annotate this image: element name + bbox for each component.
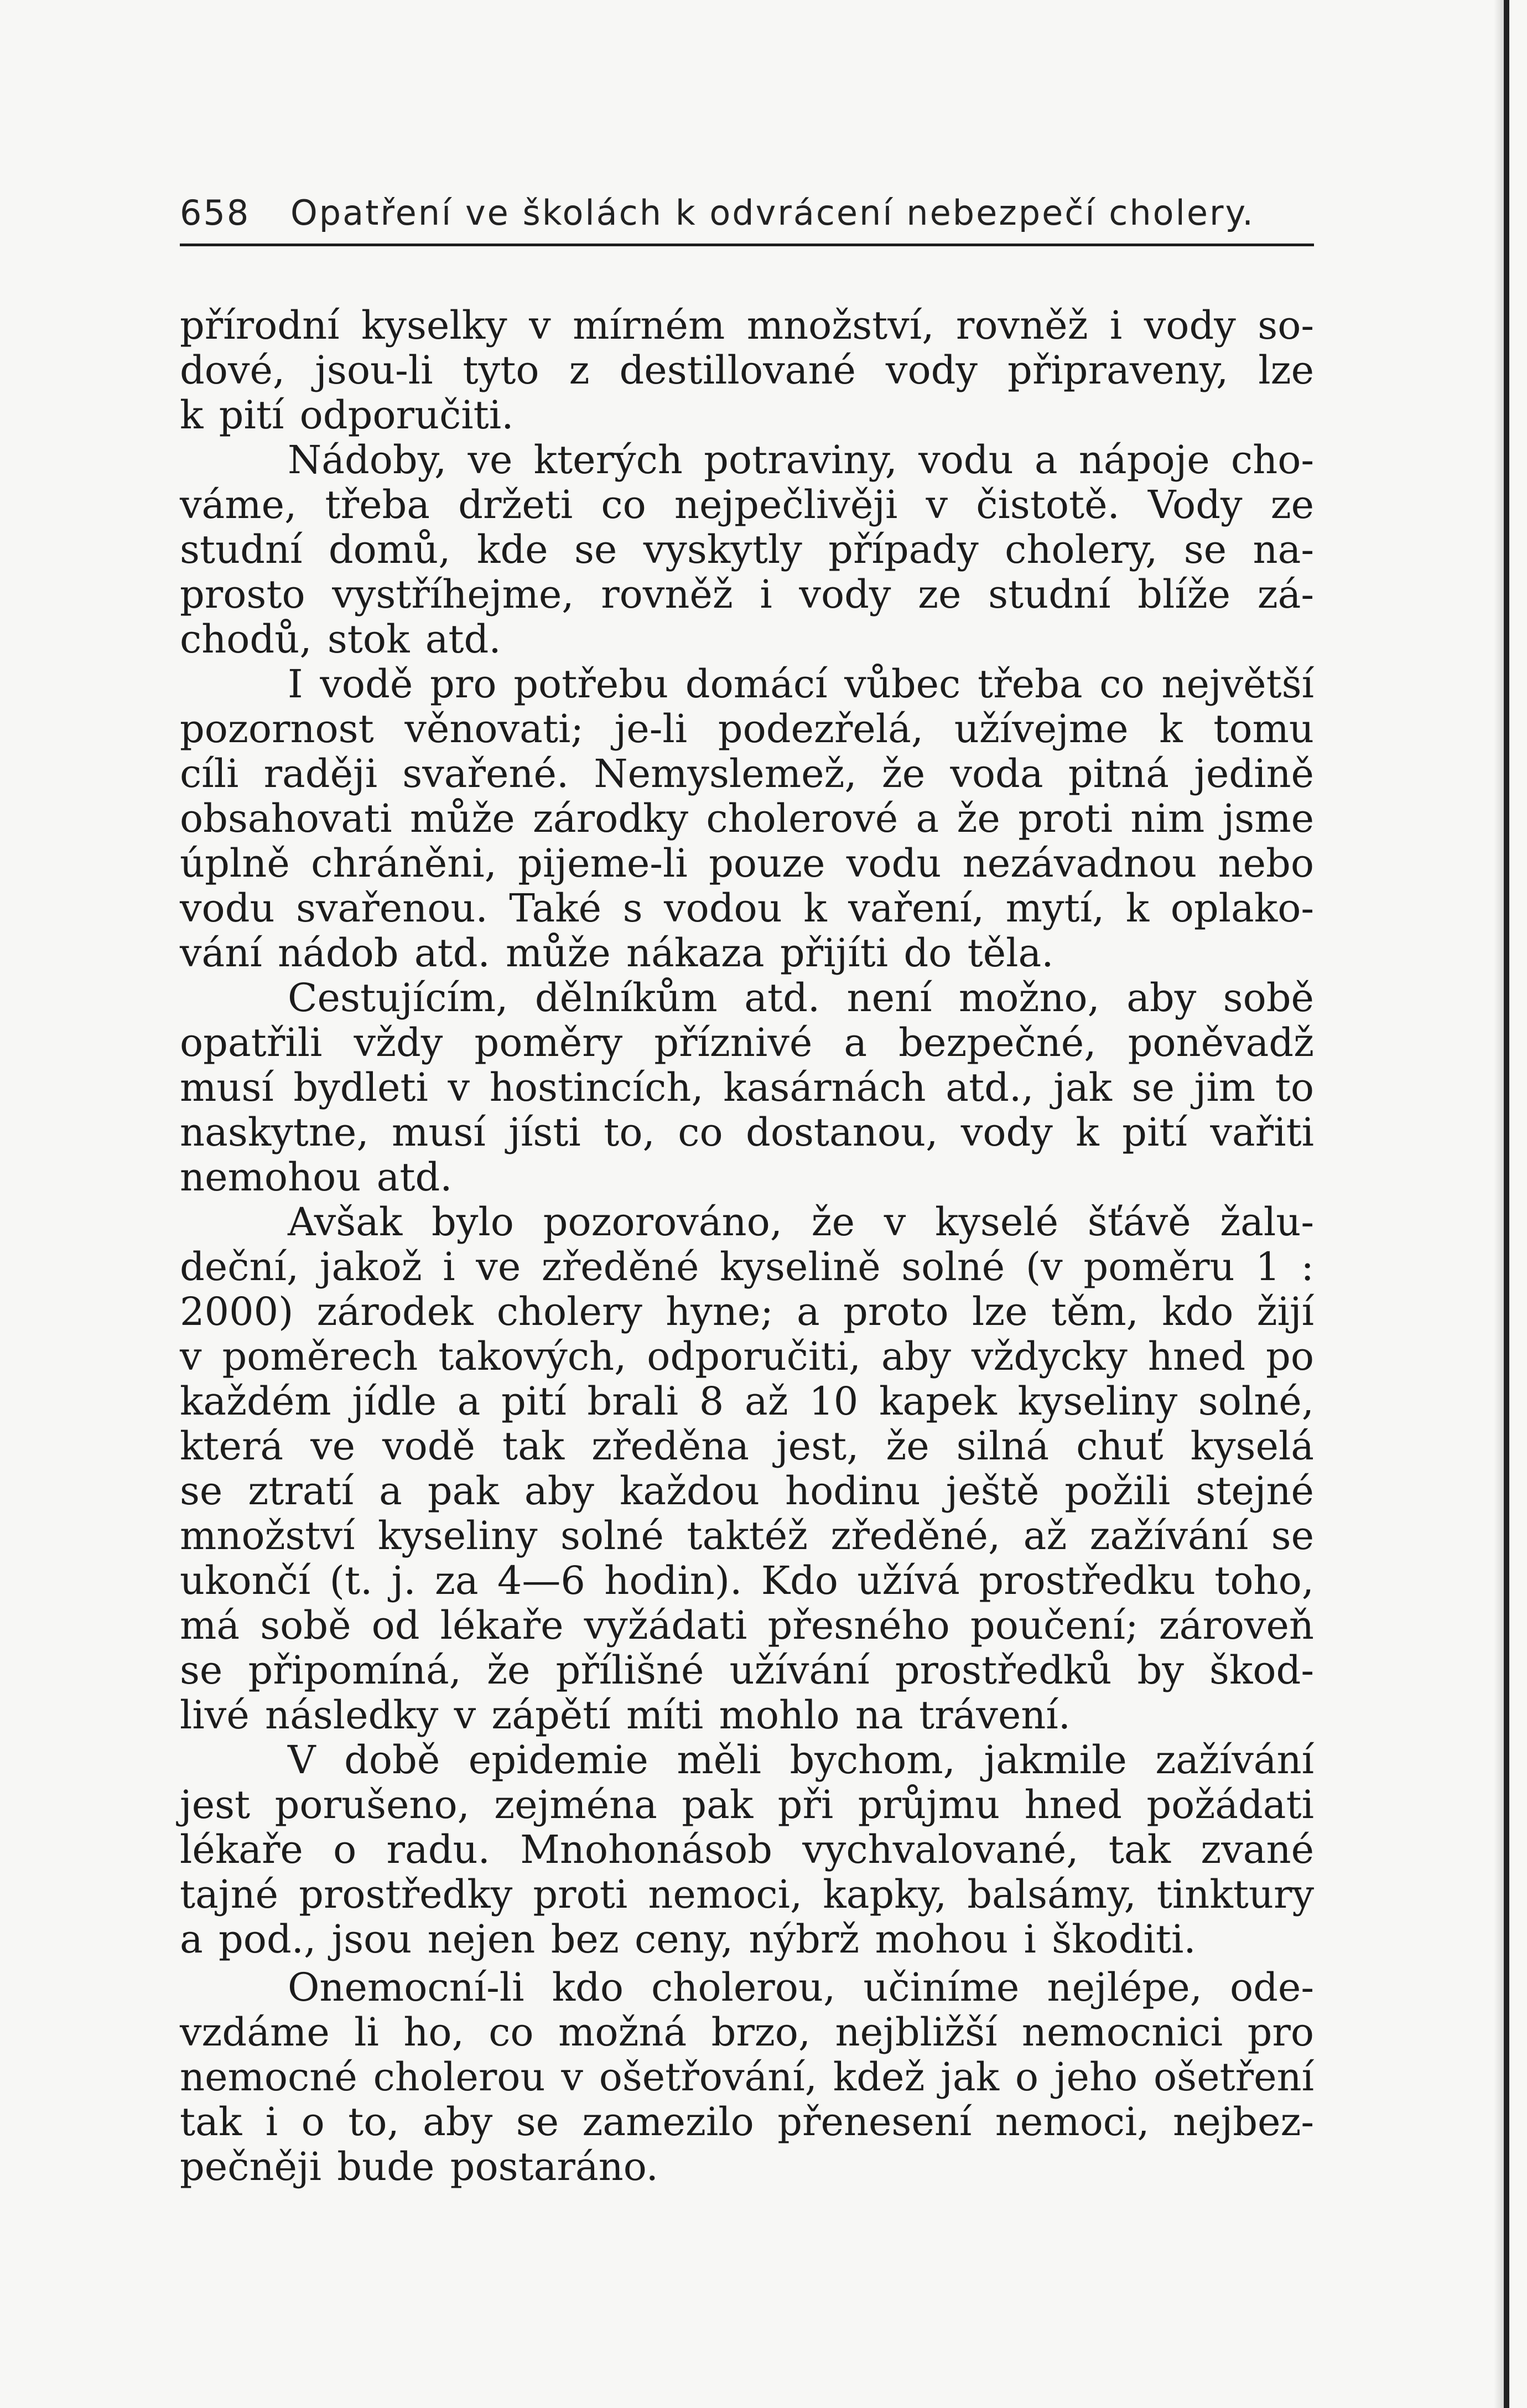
running-title: Opatření ve školách k odvrácení nebezpečí cholery. xyxy=(290,193,1255,233)
text-line: V době epidemie měli bychom, jakmile zažívání xyxy=(288,1737,1314,1783)
text-line: se připomíná, že přílišné užívání prostředků by škod- xyxy=(180,1648,1314,1693)
text-line: se ztratí a pak aby každou hodinu ještě požili stejné xyxy=(180,1468,1314,1514)
text-line: deční, jakož i ve zředěné kyselině solné (v poměru 1 : xyxy=(180,1244,1314,1290)
text-line: livé následky v zápětí míti mohlo na trávení. xyxy=(180,1692,1071,1738)
text-line: nemohou atd. xyxy=(180,1154,453,1200)
text-line: tak i o to, aby se zamezilo přenesení nemoci, nejbez- xyxy=(180,2099,1314,2145)
text-line: každém jídle a pití brali 8 až 10 kapek kyseliny solné, xyxy=(180,1379,1314,1424)
text-line: přírodní kyselky v mírném množství, rovněž i vody so- xyxy=(180,303,1314,348)
text-line: chodů, stok atd. xyxy=(180,617,501,662)
text-line: vzdáme li ho, co možná brzo, nejbližší nemocnici pro xyxy=(180,2010,1314,2055)
header-rule xyxy=(180,244,1314,246)
text-line: jest porušeno, zejména pak při průjmu hned požádati xyxy=(180,1782,1314,1827)
text-line: v poměrech takových, odporučiti, aby vždycky hned po xyxy=(180,1334,1314,1379)
text-line: k pití odporučiti. xyxy=(180,392,514,438)
text-line: nemocné cholerou v ošetřování, kdež jak o jeho ošetření xyxy=(180,2054,1314,2100)
page-edge xyxy=(1504,0,1509,2408)
text-line: Avšak bylo pozorováno, že v kyselé šťávě žalu- xyxy=(288,1199,1314,1245)
body-text xyxy=(180,303,1314,2189)
text-line: která ve vodě tak zředěna jest, že silná chuť kyselá xyxy=(180,1423,1314,1469)
text-line: studní domů, kde se vyskytly případy cholery, se na- xyxy=(180,527,1314,572)
text-line: má sobě od lékaře vyžádati přesného poučení; zároveň xyxy=(180,1603,1314,1648)
running-header xyxy=(180,183,1314,244)
text-line: opatřili vždy poměry příznivé a bezpečné, poněvadž xyxy=(180,1020,1314,1065)
text-line: Onemocní-li kdo cholerou, učiníme nejlépe, ode- xyxy=(288,1965,1314,2010)
text-line: úplně chráněni, pijeme-li pouze vodu nezávadnou nebo xyxy=(180,841,1314,886)
text-line: pečněji bude postaráno. xyxy=(180,2144,658,2189)
text-line: musí bydleti v hostincích, kasárnách atd., jak se jim to xyxy=(180,1065,1314,1110)
text-line: ukončí (t. j. za 4—6 hodin). Kdo užívá prostředku toho, xyxy=(180,1558,1314,1603)
text-line: naskytne, musí jísti to, co dostanou, vody k pití vařiti xyxy=(180,1110,1314,1155)
text-line: váme, třeba držeti co nejpečlivěji v čistotě. Vody ze xyxy=(180,482,1314,527)
text-line: a pod., jsou nejen bez ceny, nýbrž mohou i škoditi. xyxy=(180,1917,1196,1962)
page-number: 658 xyxy=(180,193,251,233)
text-line: vání nádob atd. může nákaza přijíti do těla. xyxy=(180,930,1054,976)
text-line: vodu svařenou. Také s vodou k vaření, mytí, k oplako- xyxy=(180,885,1314,931)
text-line: obsahovati může zárodky cholerové a že proti nim jsme xyxy=(180,796,1314,841)
text-line: cíli raději svařené. Nemyslemež, že voda pitná jedině xyxy=(180,751,1314,796)
text-line: prosto vystříhejme, rovněž i vody ze studní blíže zá- xyxy=(180,572,1314,617)
text-line: 2000) zárodek cholery hyne; a proto lze těm, kdo žijí xyxy=(180,1289,1314,1334)
text-line: dové, jsou-li tyto z destillované vody připraveny, lze xyxy=(180,348,1314,393)
text-line: lékaře o radu. Mnohonásob vychvalované, tak zvané xyxy=(180,1827,1314,1872)
text-line: I vodě pro potřebu domácí vůbec třeba co největší xyxy=(288,661,1314,707)
text-line: Nádoby, ve kterých potraviny, vodu a nápoje cho- xyxy=(288,437,1314,483)
text-line: množství kyseliny solné taktéž zředěné, až zažívání se xyxy=(180,1513,1314,1558)
page-edge-shadow xyxy=(1494,0,1504,2408)
text-line: tajné prostředky proti nemoci, kapky, balsámy, tinktury xyxy=(180,1872,1314,1917)
text-line: pozornost věnovati; je-li podezřelá, užívejme k tomu xyxy=(180,706,1314,752)
text-line: Cestujícím, dělníkům atd. není možno, aby sobě xyxy=(288,975,1314,1021)
